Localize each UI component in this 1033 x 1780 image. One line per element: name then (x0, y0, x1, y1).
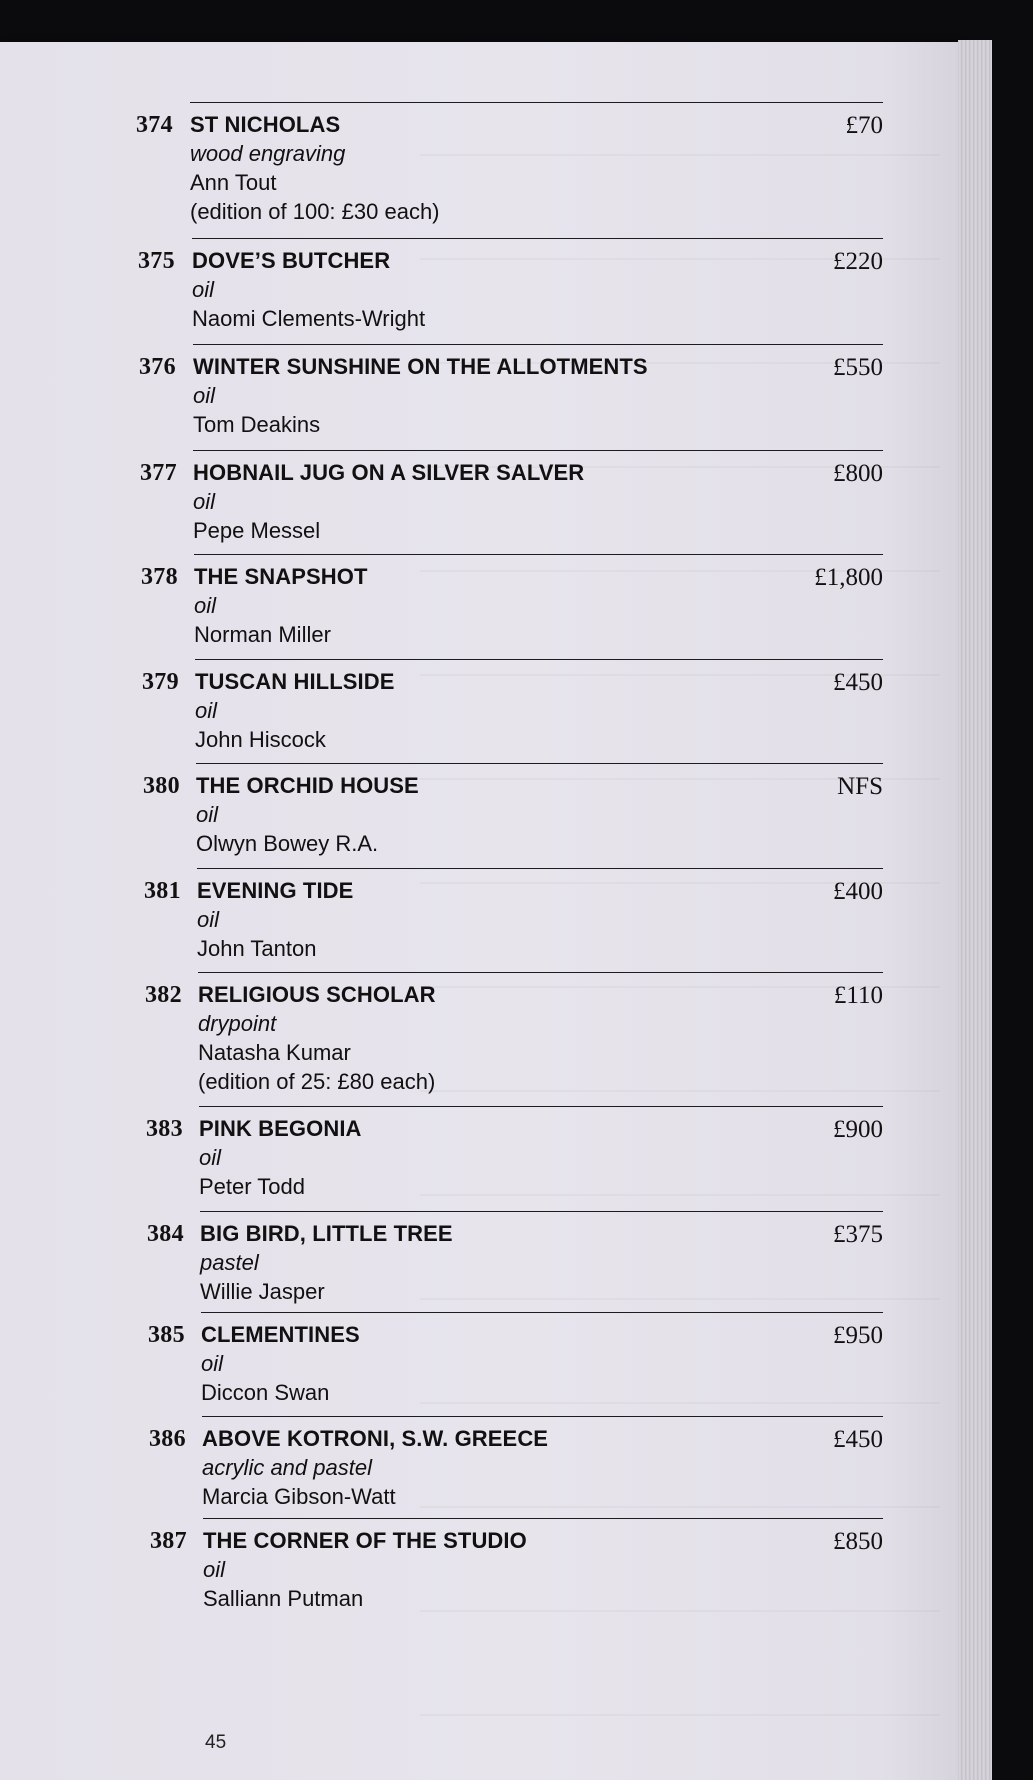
entry-number: 376 (139, 354, 176, 380)
entry-details (194, 562, 754, 649)
entry-divider (192, 238, 883, 239)
entry-title: THE ORCHID HOUSE (196, 773, 419, 798)
entry-artist: Natasha Kumar (198, 1040, 351, 1065)
entry-number: 374 (136, 112, 173, 138)
entry-details (196, 771, 756, 858)
entry-artist: Diccon Swan (201, 1380, 330, 1405)
entry-number: 382 (145, 982, 182, 1008)
entry-divider (200, 1211, 883, 1212)
entry-artist: Norman Miller (194, 622, 331, 647)
entry-details (195, 667, 755, 754)
entry-price: £110 (833, 982, 883, 1009)
entry-artist: Ann Tout (190, 170, 277, 195)
entry-artist: Tom Deakins (193, 412, 321, 437)
entry-title: THE CORNER OF THE STUDIO (203, 1528, 527, 1553)
entry-medium: oil (196, 802, 219, 827)
entry-divider (202, 1416, 883, 1417)
entry-price: £550 (833, 354, 883, 381)
entry-number: 377 (140, 460, 177, 486)
entry-divider (199, 1106, 883, 1107)
entry-title: EVENING TIDE (197, 878, 354, 903)
entry-title: DOVE’S BUTCHER (192, 248, 391, 273)
entry-details (190, 110, 750, 226)
entry-title: CLEMENTINES (201, 1322, 360, 1347)
entry-price: £950 (833, 1322, 883, 1349)
entry-artist: Pepe Messel (193, 518, 321, 543)
entry-medium: drypoint (198, 1011, 277, 1036)
entry-details (192, 246, 752, 333)
entry-price: £220 (833, 248, 883, 275)
entry-medium: oil (192, 277, 215, 302)
entry-number: 386 (149, 1426, 186, 1452)
entry-number: 381 (144, 878, 181, 904)
entry-details (200, 1219, 760, 1306)
entry-artist: Willie Jasper (200, 1279, 325, 1304)
entry-details (202, 1424, 762, 1511)
entry-number: 385 (148, 1322, 185, 1348)
entry-divider (193, 450, 883, 451)
entry-divider (198, 972, 883, 973)
entry-title: ST NICHOLAS (190, 112, 341, 137)
entry-price: £900 (833, 1116, 883, 1143)
entry-number: 387 (150, 1528, 187, 1554)
entry-price: £450 (833, 1426, 883, 1453)
entry-divider (197, 868, 883, 869)
entry-artist: John Hiscock (195, 727, 326, 752)
entry-divider (201, 1312, 883, 1313)
entry-title: TUSCAN HILLSIDE (195, 669, 395, 694)
entry-details (203, 1526, 763, 1613)
entry-number: 380 (143, 773, 180, 799)
page-edge (958, 40, 992, 1780)
entry-details (193, 458, 753, 545)
catalogue-page (0, 42, 958, 1780)
entry-price: £400 (833, 878, 883, 905)
entry-medium: oil (193, 489, 216, 514)
entry-artist: Peter Todd (199, 1174, 306, 1199)
entry-medium: oil (193, 383, 216, 408)
entry-price: £1,800 (814, 564, 883, 591)
entry-medium: oil (195, 698, 218, 723)
entry-price: NFS (837, 773, 883, 800)
entry-divider (203, 1518, 883, 1519)
entry-divider (194, 554, 883, 555)
entry-artist: Marcia Gibson-Watt (202, 1484, 396, 1509)
page-number: 45 (205, 1732, 227, 1753)
entry-title: BIG BIRD, LITTLE TREE (200, 1221, 453, 1246)
entry-title: PINK BEGONIA (199, 1116, 362, 1141)
entry-divider (196, 763, 883, 764)
entry-details (199, 1114, 759, 1201)
entry-edition: (edition of 100: £30 each) (190, 199, 440, 224)
entry-number: 375 (138, 248, 175, 274)
entry-details (201, 1320, 761, 1407)
entry-artist: Salliann Putman (203, 1586, 364, 1611)
entry-artist: Olwyn Bowey R.A. (196, 831, 379, 856)
entry-title: HOBNAIL JUG ON A SILVER SALVER (193, 460, 585, 485)
entry-price: £800 (833, 460, 883, 487)
entry-number: 378 (141, 564, 178, 590)
entry-title: RELIGIOUS SCHOLAR (198, 982, 436, 1007)
entry-medium: pastel (200, 1250, 259, 1275)
entry-divider (193, 344, 883, 345)
entry-details (193, 352, 753, 439)
entry-number: 384 (147, 1221, 184, 1247)
entry-number: 383 (146, 1116, 183, 1142)
entry-medium: oil (199, 1145, 222, 1170)
entry-artist: Naomi Clements-Wright (192, 306, 426, 331)
entry-divider (190, 102, 883, 103)
entry-medium: wood engraving (190, 141, 346, 166)
entry-divider (195, 659, 883, 660)
entry-medium: oil (194, 593, 217, 618)
entry-details (198, 980, 758, 1096)
entry-price: £450 (833, 669, 883, 696)
entry-title: ABOVE KOTRONI, S.W. GREECE (202, 1426, 549, 1451)
entry-medium: oil (203, 1557, 226, 1582)
entry-edition: (edition of 25: £80 each) (198, 1069, 436, 1094)
entry-title: WINTER SUNSHINE ON THE ALLOTMENTS (193, 354, 648, 379)
entry-price: £375 (833, 1221, 883, 1248)
entry-price: £70 (845, 112, 883, 139)
entry-number: 379 (142, 669, 179, 695)
entry-medium: acrylic and pastel (202, 1455, 372, 1480)
entry-details (197, 876, 757, 963)
entry-price: £850 (833, 1528, 883, 1555)
entry-title: THE SNAPSHOT (194, 564, 368, 589)
entry-medium: oil (197, 907, 220, 932)
entry-artist: John Tanton (197, 936, 317, 961)
entry-medium: oil (201, 1351, 224, 1376)
